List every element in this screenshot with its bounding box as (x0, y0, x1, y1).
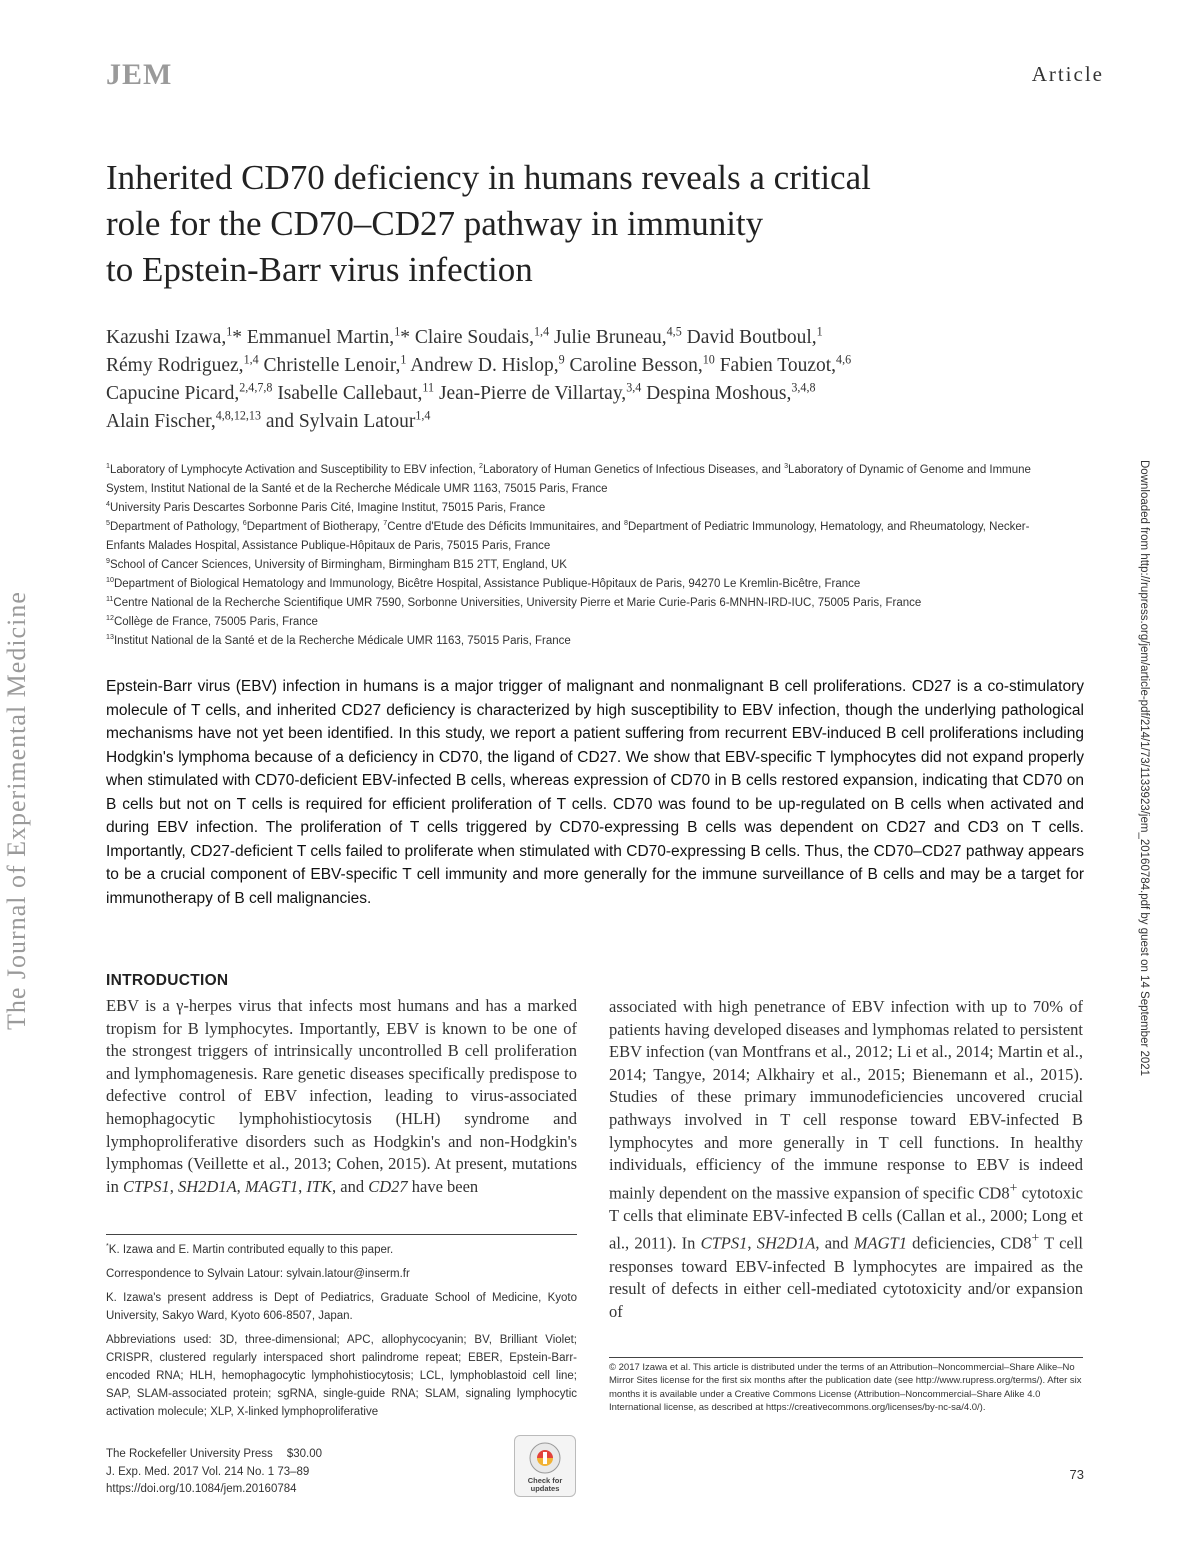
gene-name: CD27 (368, 1176, 408, 1196)
author: Andrew D. Hislop, (410, 355, 559, 376)
abstract: Epstein-Barr virus (EBV) infection in humans is a major trigger of malignant and nonmalignant B cell proliferations. CD27 is a co-stimulatory molecule of T cells, and inherited CD27 deficiency is characterized by high susceptibility to EBV infection, though the underlying pathological mechanisms have not yet been identified. In this study, we report a patient suffering from recurrent EBV-induced B cell proliferations including Hodgkin's lymphoma because of a deficiency in CD70, the ligand of CD27. We show that EBV-specific T lymphocytes did not expand properly when stimulated with CD70-deficient EBV-infected B cells, whereas expression of CD70 in B cells restored expansion, indicating that CD70 on B cells but not on T cells is required for efficient proliferation of T cells. CD70 was found to be up-regulated on B cells when activated and during EBV infection. The proliferation of T cells triggered by CD70-expressing B cells was dependent on CD27 and CD3 on T cells. Importantly, CD27-deficient T cells failed to proliferate when stimulated with CD70-expressing B cells. Thus, the CD70–CD27 pathway appears to be a crucial component of EBV-specific T cell immunity and more generally for the immune surveillance of B cells and may be a target for immunotherapy of B cell malignancies. (106, 678, 1084, 907)
intro-column-2: associated with high penetrance of EBV infection with up to 70% of patients having developed diseases and lymphomas related to persistent EBV infection (van Montfrans et al., 2012; Li et al., 2014; Martin et al., 2014; Tangye, 2014; Alkhairy et al., 2015; Bienemann et al., 2015). Studies of these primary immunodeficiencies uncovered crucial pathways involved in T cell response toward EBV-infected B lymphocytes and more generally in T cell functions. In healthy individuals, efficiency of the immune response to EBV is indeed mainly dependent on the massive expansion of specific CD8+ cytotoxic T cells that eliminate EBV-infected B cells (Callan et al., 2000; Long et al., 2011). In CTPS1, SH2D1A, and MAGT1 deficiencies, CD8+ T cell responses toward EBV-infected B lymphocytes are impaired as the result of defects in either cell-mediated cytotoxicity and/or expansion of (609, 997, 1083, 1321)
author: David Boutboul, (686, 327, 817, 348)
affiliation-line: $^5$Department of Pathology, $^6$Department of Biotherapy, $^7$Centre d'Etude des Déficits Immunitaires, and $^8$Department of Pediatric Immunology, Hematology, and Rheumatology, Necker-Enfants Malades Hospital, Assistance Publique-Hôpitaux de Paris, 75015 Paris, France (106, 519, 1030, 552)
publisher-line: The Rockefeller University Press $30.00 (106, 1448, 322, 1460)
license-statement: © 2017 Izawa et al. This article is distributed under the terms of an Attribution–Noncommercial–Share Alike–No Mirror Sites license for the first six months after the publication date (see http://www.rupress.org/terms/). After six months it is available under a Creative Commons License (Attribution–Noncommercial–Share Alike 4.0 International license, as described at https://creativecommons.org/licenses/by-nc-sa/4.0/). (609, 1362, 1082, 1414)
gene-name: SH2D1A (177, 1176, 237, 1196)
author: Caroline Besson, (569, 355, 703, 376)
author-affiliation-mark: 10 (702, 352, 715, 367)
title-line-2: role for the CD70–CD27 pathway in immunity (106, 204, 764, 243)
abbreviations-note: Abbreviations used: 3D, three-dimensional; APC, allophycocyanin; BV, Brilliant Violet; CRISPR, clustered regularly interspaced short palindrome repeat; EBER, Epstein-Barr-encoded RNA; HLH, hemophagocytic lymphohistiocytosis; LCL, lymphoblastoid cell line; SAP, SLAM-associated protein; sgRNA, single-guide RNA; SLAM, signaling lymphocytic activation molecule; XLP, X-linked lymphoproliferative (106, 1334, 577, 1418)
author: Emmanuel Martin, (246, 327, 395, 348)
title-line-1: Inherited CD70 deficiency in humans reveals a critical (106, 158, 871, 197)
crossmark-icon (528, 1441, 562, 1475)
author-mark: * (232, 327, 247, 348)
author-affiliation-mark: 1,4 (415, 408, 431, 423)
download-notice: Downloaded from http://rupress.org/jem/article-pdf/214/1/73/1133923/jem_20160784.pdf by guest on 14 September 2021 (1138, 460, 1150, 1077)
gene-name: CTPS1 (700, 1233, 748, 1253)
author-affiliation-mark: 9 (558, 352, 565, 367)
author-affiliation-mark: 4,8,12,13 (215, 408, 261, 423)
author: Despina Moshous, (646, 383, 792, 404)
author-affiliation-mark: 1 (394, 324, 401, 339)
author-affiliation-mark: 1 (816, 324, 823, 339)
author-affiliation-mark: 1,4 (534, 324, 550, 339)
author: Isabelle Callebaut, (277, 383, 423, 404)
author: Rémy Rodriguez, (106, 355, 244, 376)
citation-line: J. Exp. Med. 2017 Vol. 214 No. 1 73–89 (106, 1465, 310, 1478)
gene-name: MAGT1 (244, 1176, 299, 1196)
section-heading-introduction: INTRODUCTION (106, 972, 229, 989)
author-affiliation-mark: 1 (400, 352, 407, 367)
author: Julie Bruneau, (554, 327, 667, 348)
affiliation-line: $^1$Laboratory of Lymphocyte Activation and Susceptibility to EBV infection, $^2$Laboratory of Human Genetics of Infectious Diseases, and $^3$Laboratory of Dynamic of Genome and Immune System, Institut National de la Santé et de la Recherche Médicale UMR 1163, 75015 Paris, France (106, 462, 1031, 495)
gene-name: ITK (306, 1176, 333, 1196)
author-affiliation-mark: 4,6 (836, 352, 852, 367)
affiliation-line: $^{13}$Institut National de la Santé et de la Recherche Médicale UMR 1163, 75015 Paris, France (106, 633, 571, 647)
equal-contribution-note: *K. Izawa and E. Martin contributed equally to this paper. (106, 1242, 394, 1256)
intro-column-1: EBV is a γ-herpes virus that infects most humans and has a marked tropism for B lymphocytes. Importantly, EBV is known to be one of the strongest triggers of intrinsically uncontrolled B cell proliferation and lymphomagenesis. Rare genetic diseases specifically predispose to defective control of EBV infection, leading to virus-associated hemophagocytic lymphohistiocytosis (HLH) syndrome and lymphoproliferative disorders such as Hodgkin's and non-Hodgkin's lymphomas (Veillette et al., 2013; Cohen, 2015). At present, mutations in CTPS1, SH2D1A, MAGT1, ITK, and CD27 have been (106, 996, 577, 1196)
crossmark-label: Check for updates (527, 1476, 563, 1493)
author: Claire Soudais, (414, 327, 535, 348)
author: Fabien Touzot, (719, 355, 837, 376)
side-journal-name: The Journal of Experimental Medicine (2, 591, 31, 1030)
title-line-3: to Epstein-Barr virus infection (106, 250, 533, 289)
author: Capucine Picard, (106, 383, 240, 404)
author-affiliation-mark: 2,4,7,8 (239, 380, 273, 395)
article-title (106, 155, 1066, 293)
present-address-note: K. Izawa's present address is Dept of Pediatrics, Graduate School of Medicine, Kyoto University, Sakyo Ward, Kyoto 606-8507, Japan. (106, 1292, 577, 1322)
author: Alain Fischer, (106, 411, 216, 432)
affiliation-line: $^{10}$Department of Biological Hematology and Immunology, Bicêtre Hospital, Assistance Publique-Hôpitaux de Paris, 94270 Le Kremlin-Bicêtre, France (106, 576, 861, 590)
affiliation-line: $^4$University Paris Descartes Sorbonne Paris Cité, Imagine Institut, 75015 Paris, France (106, 500, 546, 514)
gene-name: MAGT1 (853, 1233, 907, 1253)
check-for-updates-badge[interactable] (514, 1435, 576, 1497)
author: and Sylvain Latour (265, 411, 416, 432)
article-type-label: Article (1031, 62, 1104, 86)
footnotes (106, 1241, 577, 1427)
author-affiliation-mark: 1,4 (243, 352, 259, 367)
author-list (106, 324, 1066, 436)
affiliation-line: $^{12}$Collège de France, 75005 Paris, France (106, 614, 318, 628)
doi-link[interactable]: https://doi.org/10.1084/jem.20160784 (106, 1483, 297, 1496)
page-number: 73 (1069, 1467, 1084, 1482)
author: Christelle Lenoir, (263, 355, 401, 376)
gene-name: CTPS1 (122, 1176, 170, 1196)
article-price: $30.00 (286, 1448, 322, 1460)
author: Jean-Pierre de Villartay, (438, 383, 627, 404)
author-affiliation-mark: 4,5 (666, 324, 682, 339)
author-affiliation-mark: 11 (422, 380, 435, 395)
author-affiliation-mark: 3,4,8 (791, 380, 816, 395)
affiliation-line: $^9$School of Cancer Sciences, University of Birmingham, Birmingham B15 2TT, England, UK (106, 557, 567, 571)
author-affiliation-mark: 1 (226, 324, 233, 339)
author: Kazushi Izawa, (106, 327, 227, 348)
author-affiliation-mark: 3,4 (626, 380, 642, 395)
gene-name: SH2D1A (756, 1233, 816, 1253)
footer-citation (106, 1446, 322, 1499)
license-divider (609, 1357, 1083, 1358)
author-mark: * (400, 327, 415, 348)
journal-logo: JEM (106, 58, 173, 91)
correspondence-note: Correspondence to Sylvain Latour: sylvain.latour@inserm.fr (106, 1268, 410, 1280)
footnote-divider (106, 1234, 577, 1235)
affiliation-line: $^{11}$Centre National de la Recherche Scientifique UMR 7590, Sorbonne Universities, University Pierre et Marie Curie-Paris 6-MNHN-IRD-IUC, 75005 Paris, France (106, 595, 922, 609)
affiliations (106, 461, 1066, 651)
